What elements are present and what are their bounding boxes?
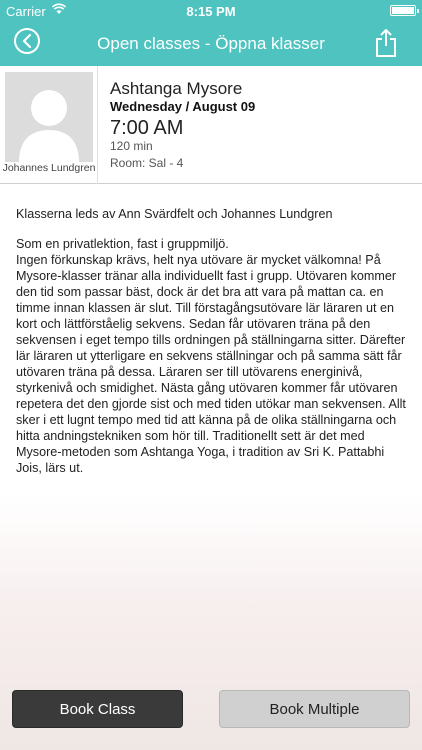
back-arrow-icon	[21, 34, 33, 48]
nav-bar	[0, 22, 422, 66]
class-info-panel	[0, 66, 422, 184]
teacher-box	[0, 66, 98, 184]
book-class-button[interactable]: Book Class	[12, 690, 183, 728]
class-intro-text: Klasserna leds av Ann Svärdfelt och Johannes Lundgren	[16, 207, 333, 221]
class-description	[16, 236, 412, 476]
avatar-placeholder-icon	[5, 72, 93, 162]
book-multiple-button[interactable]: Book Multiple	[219, 690, 410, 728]
back-button[interactable]	[14, 28, 40, 54]
page-title: Open classes - Öppna klasser	[97, 34, 325, 53]
class-date: Wednesday / August 09	[110, 99, 256, 114]
class-name: Ashtanga Mysore	[110, 79, 243, 98]
class-duration: 120 min	[110, 139, 153, 153]
class-description-area	[0, 184, 422, 750]
carrier-label: Carrier	[6, 4, 46, 19]
battery-icon	[390, 5, 416, 16]
description-paragraph-2: Ingen förkunskap krävs, helt nya utövare är mycket välkomna! På Mysore-klasser tränar alla individuellt fast i grupp. Utövaren kommer den tid som passar bäst, dock är det bra att vara på mattan ca. en timme innan klassen är slut. Till förstagångsutövare lär läraren ut en kort och lättförståelig sekvens. Sedan får utövaren träna på den sekvensen i eget tempo tills ordningen på ställningarna sitter. Därefter lär läraren ut ytterligare en sekvens ställningar och på samma sätt får utövaren träna på dessa. Läraren ser till utövarens energinivå, styrkenivå och smidighet. Nästa gång utövaren kommer får utövaren repetera det den gjorde sist och med tiden utökar man sekvensen. Allt sker i ett lugnt tempo med tid att känna på de olika ställningarna och hitta andningstekniken som hör till. Traditionellt sett är det med Mysore-metoden som Ashtanga Yoga, i tradition av Sri K. Pattabhi Jois, lärs ut.	[16, 253, 406, 475]
class-time: 7:00 AM	[110, 117, 184, 139]
description-paragraph-1: Som en privatlektion, fast i gruppmiljö.	[16, 237, 229, 251]
teacher-name: Johannes Lundgren	[2, 162, 96, 174]
share-icon[interactable]	[374, 28, 398, 58]
status-bar	[0, 0, 422, 22]
clock: 8:15 PM	[186, 4, 236, 19]
header	[0, 0, 422, 66]
class-room: Room: Sal - 4	[110, 156, 184, 170]
